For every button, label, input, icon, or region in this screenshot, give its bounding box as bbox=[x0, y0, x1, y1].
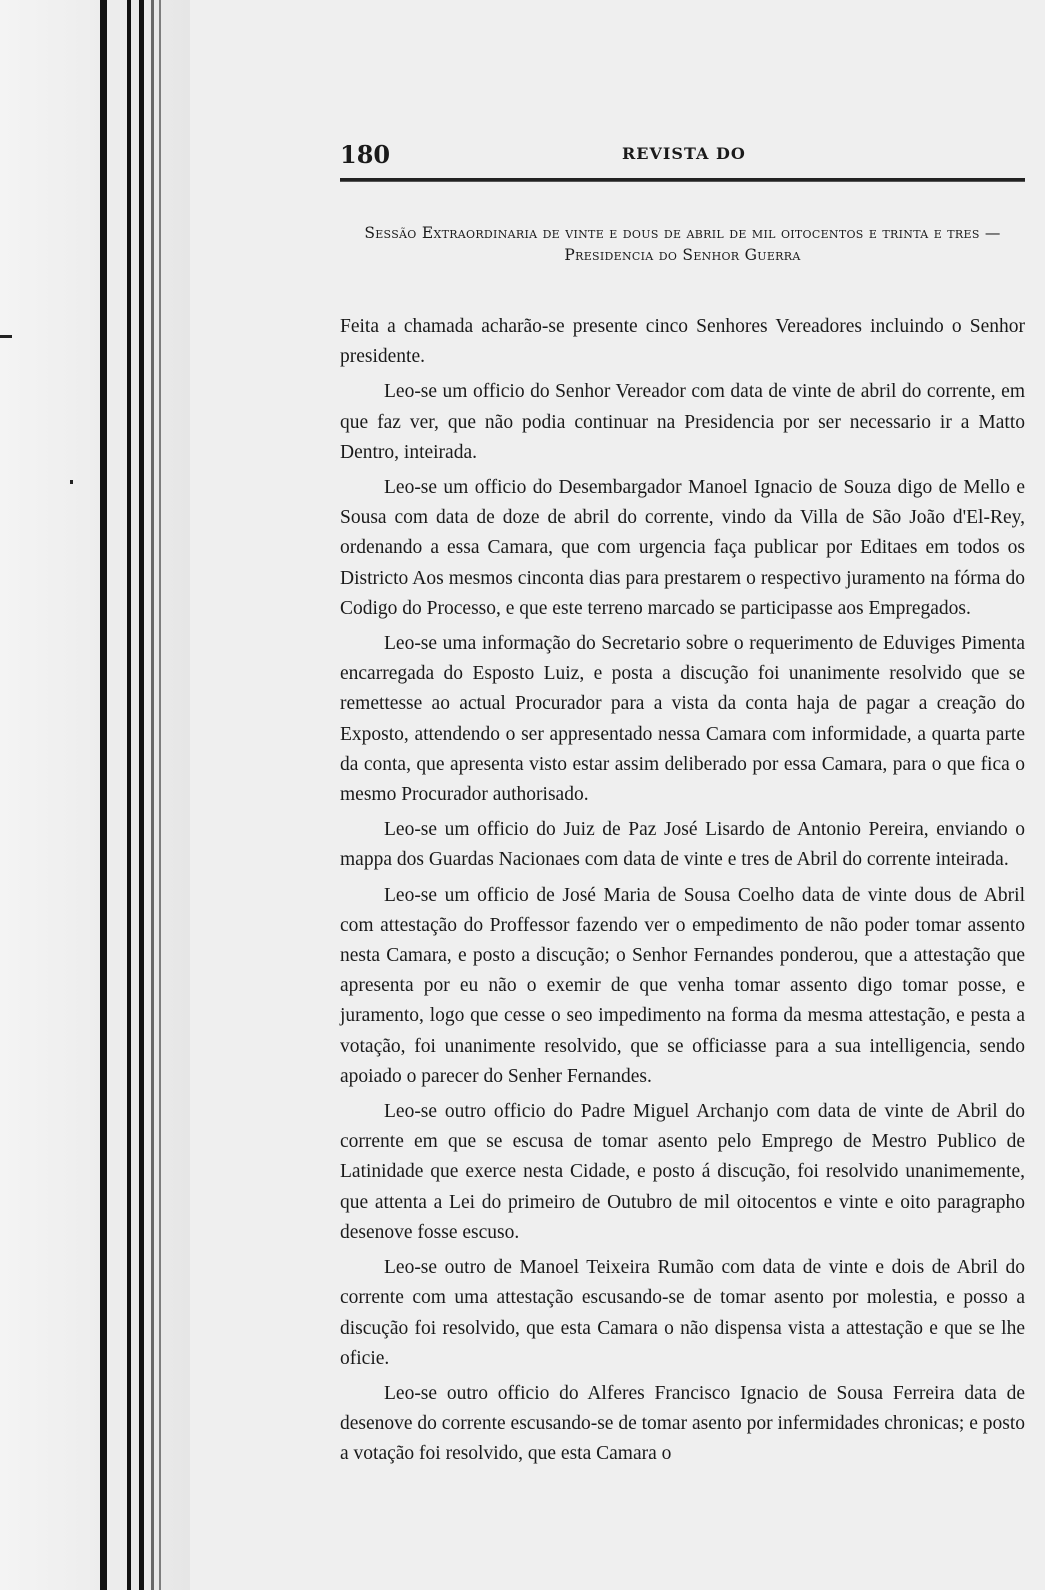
paragraph: Leo-se um officio do Juiz de Paz José Lisardo de Antonio Pereira, enviando o mappa dos Guardas Nacionaes com data de vinte e tres de Abril do corrente inteirada. bbox=[340, 819, 1025, 871]
running-head bbox=[340, 140, 1025, 174]
paragraph: Leo-se outro de Manoel Teixeira Rumão com data de vinte e dois de Abril do corrente com uma attestação escusando-se de tomar asento por molestia, e posso a discução foi resolvido, que esta Camara o não dispensa vista a attestação e que se lhe oficie. bbox=[340, 1257, 1025, 1369]
document-page bbox=[340, 140, 1025, 1475]
paragraph: Feita a chamada acharão-se presente cinco Senhores Vereadores incluindo o Senhor presidente. bbox=[340, 316, 1025, 368]
binding-line bbox=[100, 0, 107, 1590]
paragraph: Leo-se um officio de José Maria de Sousa Coelho data de vinte dous de Abril com attestação do Proffessor fazendo ver o empedimento de não poder tomar assento nesta Camara, e posto a discução; o Senhor Fernandes ponderou, que a attestação que apresenta por eu não o exemir de que venha tomar assento digo tomar posse, e juramento, logo que cesse o seo impedimento na forma da mesma attestação, e pesta a votação, foi unanimente resolvido, que se officiasse para a sua intelligencia, sendo apoiado o parecer do Senher Fernandes. bbox=[340, 884, 1025, 1087]
margin-mark bbox=[70, 480, 73, 484]
page-number: 180 bbox=[340, 140, 391, 169]
binding-line bbox=[151, 0, 154, 1590]
header-rule bbox=[340, 178, 1025, 182]
paragraph: Leo-se um officio do Desembargador Manoel Ignacio de Souza digo de Mello e Sousa com data de doze de abril do corrente, vindo da Villa de São João d'El-Rey, ordenando a essa Camara, que com urgencia faça publicar por Editaes em todos os Districto Aos mesmos cinconta dias para prestarem o respectivo juramento na fórma do Codigo do Processo, e que este terreno marcado se participasse aos Empregados. bbox=[340, 477, 1025, 619]
binding-line bbox=[139, 0, 144, 1590]
binding-line bbox=[127, 0, 131, 1590]
margin-mark bbox=[0, 335, 12, 338]
binding-gutter bbox=[0, 0, 190, 1590]
paragraph: Leo-se um officio do Senhor Vereador com data de vinte de abril do corrente, em que faz ver, que não podia continuar na Presidencia por ser necessario ir a Matto Dentro, inteirada. bbox=[340, 381, 1025, 463]
binding-line bbox=[159, 0, 161, 1590]
body-text bbox=[340, 312, 1025, 1470]
paragraph: Leo-se outro officio do Padre Miguel Archanjo com data de vinte de Abril do corrente em que se escusa de tomar asento pelo Emprego de Mestro Publico de Latinidade que exerce nesta Cidade, e posto á discução, foi resolvido unanimemente, que attenta a Lei do primeiro de Outubro de mil oitocentos e vinte e oito paragrapho desenove fosse escuso. bbox=[340, 1101, 1025, 1243]
running-title: REVISTA DO bbox=[622, 144, 746, 163]
paragraph: Leo-se uma informação do Secretario sobre o requerimento de Eduviges Pimenta encarregada do Esposto Luiz, e posta a discução foi unanimente resolvido que se remettesse ao actual Procurador para a vista da conta haja de pagar a creação do Exposto, attendendo o ser appresentado nessa Camara com informidade, a quarta parte da conta, que apresenta visto estar assim deliberado por essa Camara, para o que fica o mesmo Procurador authorisado. bbox=[340, 633, 1025, 806]
paragraph: Leo-se outro officio do Alferes Francisco Ignacio de Sousa Ferreira data de desenove do corrente escusando-se de tomar asento por infermidades chronicas; e posto a votação foi resolvido, que esta Camara o bbox=[340, 1382, 1025, 1465]
session-title: Sessão Extraordinaria de vinte e dous de abril de mil oitocentos e trinta e tres — Presidencia do Senhor Guerra bbox=[364, 224, 1001, 264]
